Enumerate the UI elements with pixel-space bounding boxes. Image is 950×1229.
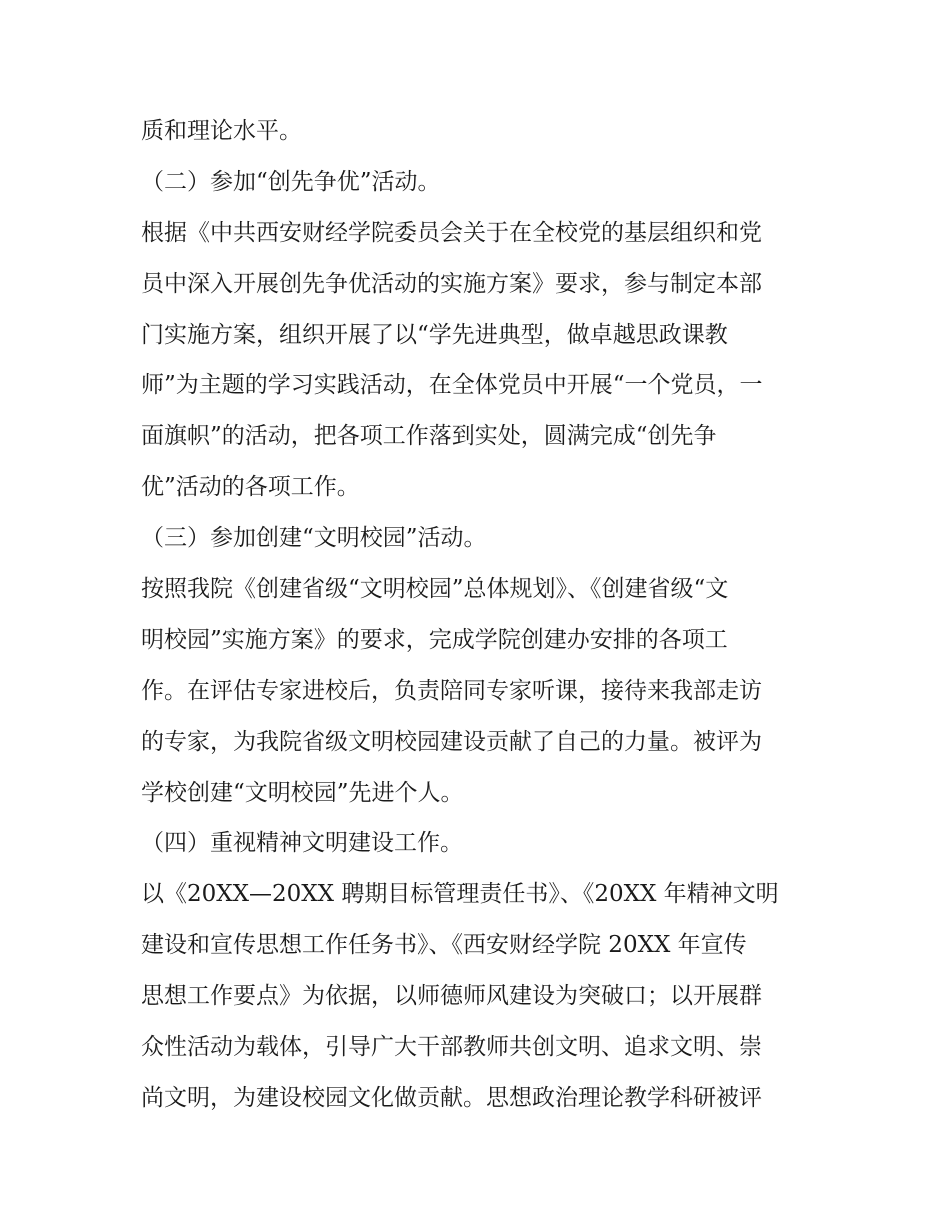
text-line: 作。在评估专家进校后，负责陪同专家听课，接待来我部走访 xyxy=(141,677,762,704)
text-line: 师”为主题的学习实践活动，在全体党员中开展“一个党员，一 xyxy=(141,372,763,399)
text-line: 众性活动为载体，引导广大干部教师共创文明、追求文明、崇 xyxy=(141,1034,762,1061)
text-line: 门实施方案，组织开展了以“学先进典型，做卓越思政课教 xyxy=(141,321,728,348)
text-line: 员中深入开展创先争优活动的实施方案》要求，参与制定本部 xyxy=(141,270,762,297)
text-line: 优”活动的各项工作。 xyxy=(141,474,360,501)
text-line: 按照我院《创建省级“文明校园”总体规划》、《创建省级“文 xyxy=(141,576,729,603)
text-line: 明校园”实施方案》的要求，完成学院创建办安排的各项工 xyxy=(141,626,728,653)
text-line: 根据《中共西安财经学院委员会关于在全校党的基层组织和党 xyxy=(141,219,762,246)
text-line: 建设和宣传思想工作任务书》、《西安财经学院 20XX 年宣传 xyxy=(141,932,747,959)
text-line: 思想工作要点》为依据，以师德师风建设为突破口；以开展群 xyxy=(141,983,762,1010)
text-line: 学校创建“文明校园”先进个人。 xyxy=(141,779,464,806)
section-heading: （三）参加创建“文明校园”活动。 xyxy=(141,525,487,552)
text-line: 以《20XX—20XX 聘期目标管理责任书》、《20XX 年精神文明 xyxy=(141,881,779,908)
text-line: 面旗帜”的活动，把各项工作落到实处，圆满完成“创先争 xyxy=(141,423,717,450)
section-heading: （二）参加“创先争优”活动。 xyxy=(141,168,441,195)
section-heading: （四）重视精神文明建设工作。 xyxy=(141,830,463,857)
document-body xyxy=(141,106,821,1124)
text-line: 质和理论水平。 xyxy=(141,118,302,144)
text-line: 的专家，为我院省级文明校园建设贡献了自己的力量。被评为 xyxy=(141,728,762,755)
text-line: 尚文明，为建设校园文化做贡献。思想政治理论教学科研被评 xyxy=(141,1084,762,1111)
